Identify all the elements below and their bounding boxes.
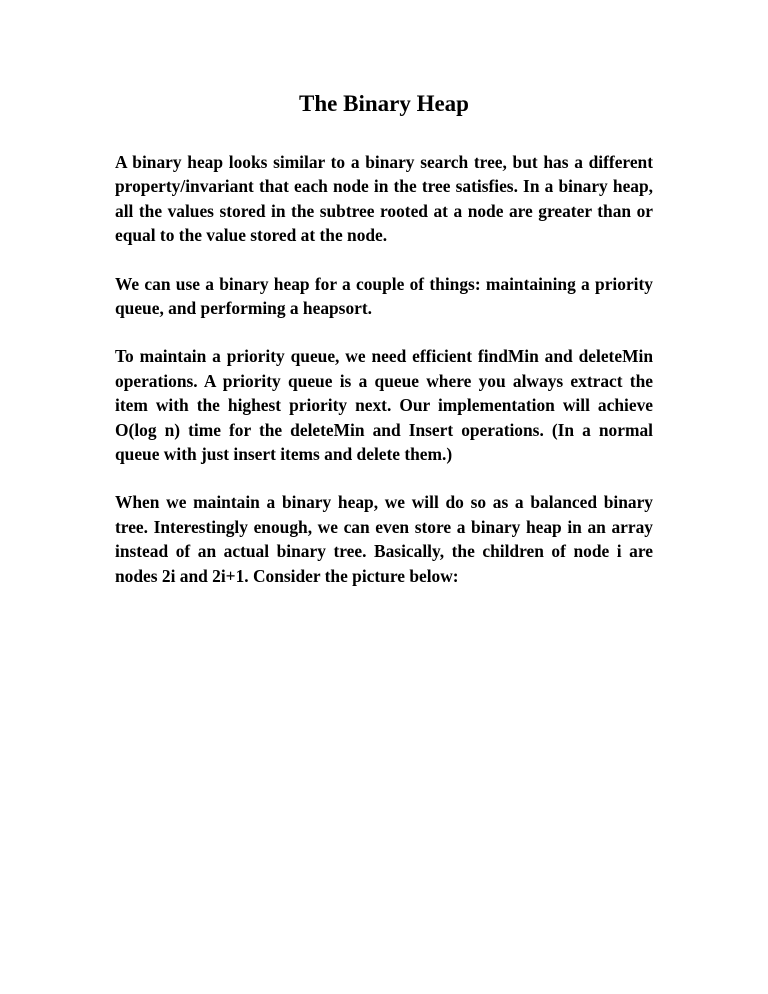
paragraph-priority-queue: To maintain a priority queue, we need efficient findMin and deleteMin operations. A priority queue is a queue where you always extract the item with the highest priority next. Our implementation will achieve O(log n) time for the deleteMin and Insert operations. (In a normal queue with just insert items and delete them.): [115, 346, 653, 465]
page-title: The Binary Heap: [299, 91, 469, 116]
document-body: [115, 150, 653, 612]
paragraph-heap-definition: A binary heap looks similar to a binary search tree, but has a different property/invariant that each node in the tree satisfies. In a binary heap, all the values stored in the subtree rooted at a node are greater than or equal to the value stored at the node.: [115, 152, 653, 246]
paragraph-array-storage: When we maintain a binary heap, we will do so as a balanced binary tree. Interestingly enough, we can even store a binary heap in an array instead of an actual binary tree. Basically, the children of node i are nodes 2i and 2i+1. Consider the picture below:: [115, 492, 653, 586]
paragraph-heap-uses: We can use a binary heap for a couple of things: maintaining a priority queue, and performing a heapsort.: [115, 273, 653, 319]
